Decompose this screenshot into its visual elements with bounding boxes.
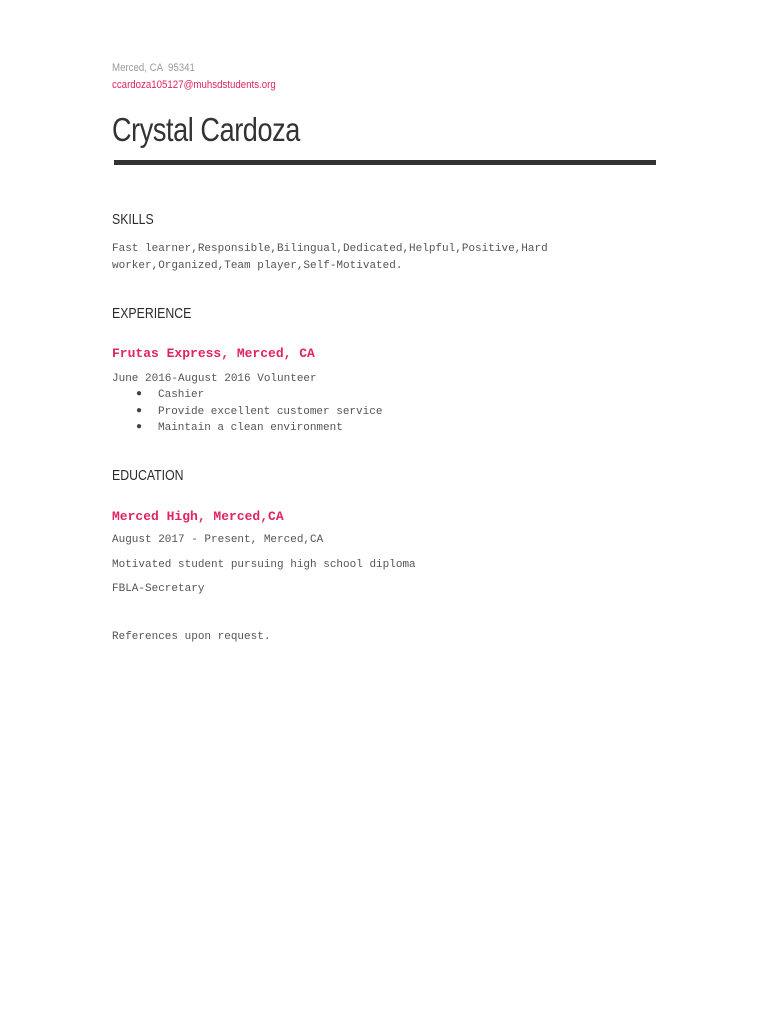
name-divider: [114, 160, 656, 165]
list-item: [112, 387, 382, 404]
references-note: References upon request.: [112, 631, 271, 643]
resume-name: Crystal Cardoza: [112, 111, 300, 148]
education-activity: FBLA-Secretary: [112, 583, 205, 595]
list-item: [112, 404, 382, 421]
list-item: [112, 420, 382, 437]
education-title: Merced High, Merced,CA: [112, 509, 284, 524]
contact-email-link[interactable]: ccardoza105127@muhsdstudents.org: [112, 79, 276, 91]
education-heading: EDUCATION: [112, 467, 184, 484]
contact-address: Merced, CA 95341: [112, 62, 195, 74]
experience-title: Frutas Express, Merced, CA: [112, 346, 315, 361]
experience-dates: June 2016-August 2016 Volunteer: [112, 373, 317, 385]
skills-heading: SKILLS: [112, 211, 154, 228]
experience-bullet-list: [112, 387, 382, 437]
bullet-icon: ●: [136, 405, 143, 417]
education-description: Motivated student pursuing high school diploma: [112, 559, 416, 571]
list-item-text: Maintain a clean environment: [158, 422, 343, 434]
list-item-text: Provide excellent customer service: [158, 405, 383, 418]
list-item-text: Cashier: [158, 389, 205, 401]
experience-heading: EXPERIENCE: [112, 305, 192, 322]
skills-text: Fast learner,Responsible,Bilingual,Dedicated,Helpful,Positive,Hard worker,Organized,Team player,Self-Motivated.: [112, 243, 548, 272]
bullet-icon: ●: [136, 389, 143, 400]
bullet-icon: ●: [136, 422, 143, 433]
education-dates: August 2017 - Present, Merced,CA: [112, 534, 324, 546]
